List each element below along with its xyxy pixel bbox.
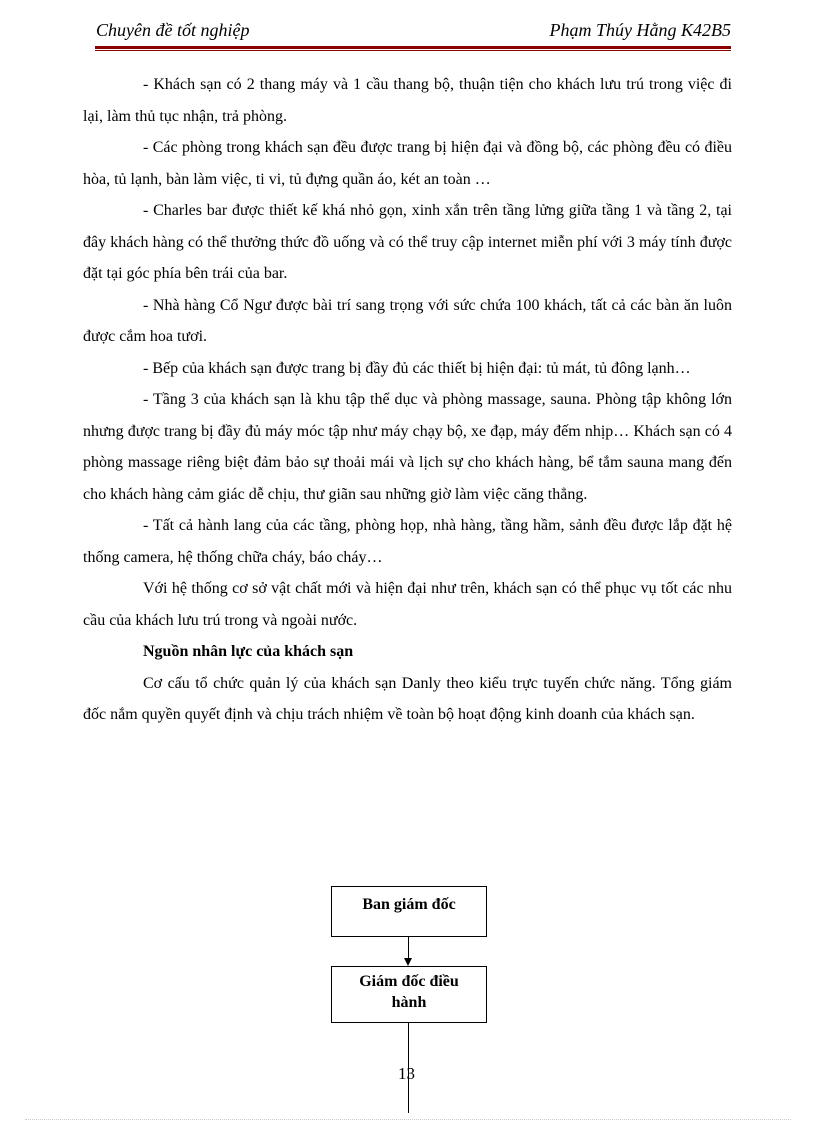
org-box-executive-line1: Giám đốc điều (359, 973, 459, 990)
connector-line (408, 937, 409, 958)
paragraph: Cơ cấu tổ chức quản lý của khách sạn Danly theo kiểu trực tuyến chức năng. Tổng giám đốc nắm quyền quyết định và chịu trách nhiệm về toàn bộ hoạt động kinh doanh của khách sạn. (83, 674, 732, 723)
section-heading: Nguồn nhân lực của khách sạn (143, 643, 354, 660)
footer-divider (25, 1119, 791, 1120)
paragraph: Với hệ thống cơ sở vật chất mới và hiện đại như trên, khách sạn có thể phục vụ tốt các nhu cầu của khách lưu trú trong và ngoài nước. (83, 580, 732, 629)
header-rule-thin (95, 50, 731, 51)
paragraph: - Charles bar được thiết kế khá nhỏ gọn, xinh xắn trên tầng lửng giữa tầng 1 và tầng 2, tại đây khách hàng có thể thưởng thức đồ uống và có thể truy cập internet miễn phí với 3 máy tính được đặt tại góc phía bên trái của bar. (83, 202, 732, 282)
org-box-executive-line2: hành (391, 994, 427, 1011)
document-body (83, 69, 732, 731)
header-rule-thick (95, 46, 731, 49)
paragraph: - Nhà hàng Cổ Ngư được bài trí sang trọng với sức chứa 100 khách, tất cả các bàn ăn luôn được cắm hoa tươi. (83, 296, 732, 345)
arrow-head (404, 958, 412, 966)
paragraph: - Tầng 3 của khách sạn là khu tập thể dục và phòng massage, sauna. Phòng tập không lớn nhưng được trang bị đầy đủ máy móc tập như máy chạy bộ, xe đạp, máy đếm nhịp… Khách sạn có 4 phòng massage riêng biệt đảm bảo sự thoải mái và lịch sự cho khách hàng, bể tắm sauna mang đến cho khách hàng cảm giác dễ chịu, thư giãn sau những giờ làm việc căng thẳng. (83, 391, 732, 503)
header-author: Phạm Thúy Hằng K42B5 (549, 20, 731, 40)
header-title: Chuyên đề tốt nghiệp (96, 20, 250, 40)
org-box-board-label: Ban giám đốc (362, 896, 456, 913)
paragraph: - Tất cả hành lang của các tầng, phòng họp, nhà hàng, tầng hầm, sảnh đều được lắp đặt hệ thống camera, hệ thống chữa cháy, báo cháy… (83, 517, 732, 566)
paragraph: - Bếp của khách sạn được trang bị đầy đủ các thiết bị hiện đại: tủ mát, tủ đông lạnh… (143, 359, 691, 377)
page-header (95, 18, 731, 46)
paragraph: - Khách sạn có 2 thang máy và 1 cầu thang bộ, thuận tiện cho khách lưu trú trong việc đi lại, làm thủ tục nhận, trả phòng. (83, 76, 732, 125)
org-box-executive (331, 966, 487, 1023)
org-box-board (331, 886, 487, 937)
paragraph: - Các phòng trong khách sạn đều được trang bị hiện đại và đồng bộ, các phòng đều có điều hòa, tủ lạnh, bàn làm việc, ti vi, tủ đựng quần áo, két an toàn … (83, 139, 732, 188)
page-number: 13 (398, 1064, 415, 1083)
